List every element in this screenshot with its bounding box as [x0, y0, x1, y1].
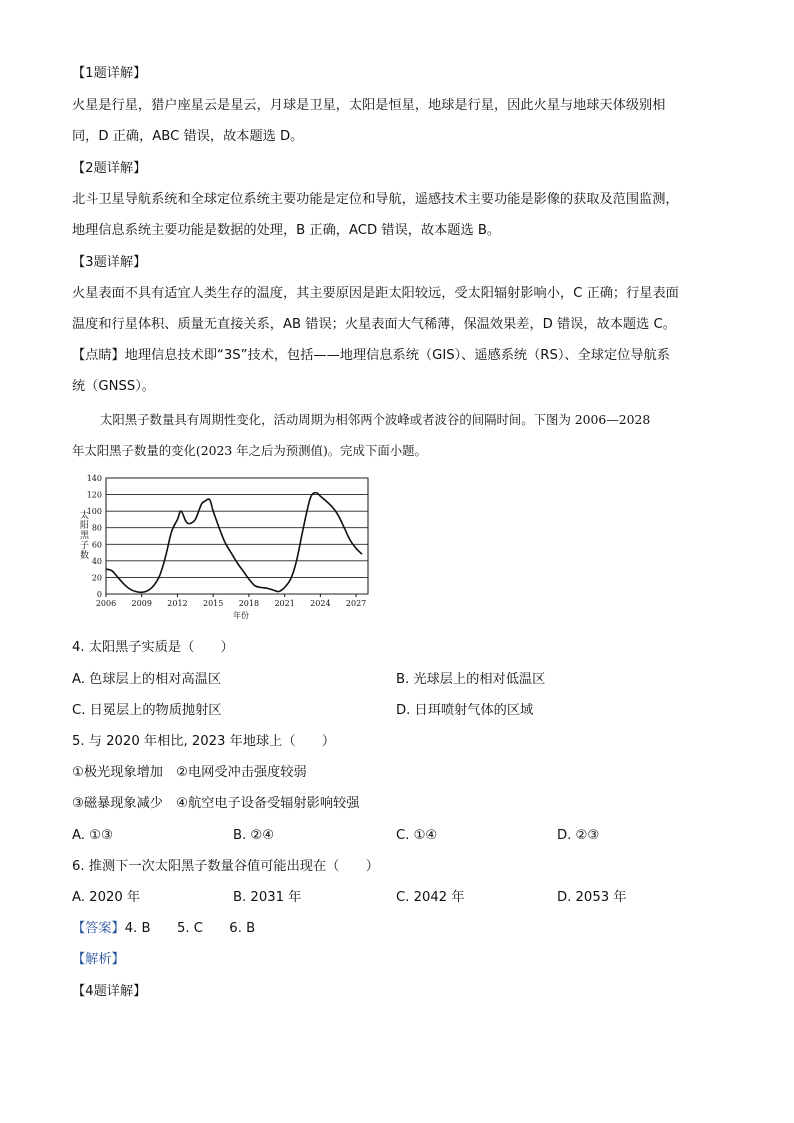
q4-option-d[interactable]: D. 日珥喷射气体的区域: [396, 703, 534, 718]
answer-line: [72, 919, 722, 939]
paragraph-q1-line2: 同，D 正确，ABC 错误，故本题选 D。: [72, 129, 304, 144]
y-tick-label: 140: [86, 474, 102, 483]
q4-option-b[interactable]: B. 光球层上的相对低温区: [396, 672, 546, 687]
q5-option-a[interactable]: A. ①③: [72, 828, 113, 843]
tip-line1: [72, 346, 722, 366]
y-axis-label-char: 阳: [80, 521, 90, 531]
y-axis-label: [80, 509, 90, 561]
q5-statements-1: ①极光现象增加 ②电网受冲击强度较弱: [72, 765, 307, 780]
x-tick-label: 2009: [131, 599, 152, 608]
y-tick-label: 60: [91, 540, 102, 550]
y-tick-label: 120: [86, 490, 102, 500]
intro-line1: 太阳黑子数量具有周期性变化，活动周期为相邻两个波峰或者波谷的间隔时间。下图为 2006—2028: [100, 412, 651, 427]
heading-q1-detail: 【1题详解】: [72, 66, 147, 81]
q6-option-c[interactable]: C. 2042 年: [396, 890, 465, 905]
y-tick-label: 40: [91, 556, 102, 566]
y-tick-label: 80: [91, 523, 102, 533]
x-tick-label: 2024: [310, 599, 331, 608]
q5-statements-2: ③磁暴现象减少 ④航空电子设备受辐射影响较强: [72, 796, 360, 811]
q5-option-d[interactable]: D. ②③: [557, 828, 600, 843]
question-5: 5. 与 2020 年相比, 2023 年地球上（ ）: [72, 734, 336, 749]
analysis-heading: 【解析】: [72, 952, 125, 967]
q6-option-d[interactable]: D. 2053 年: [557, 890, 627, 905]
y-tick-label: 0: [96, 590, 102, 599]
intro-line2: 年太阳黑子数量的变化(2023 年之后为预测值)。完成下面小题。: [72, 443, 427, 458]
question-6: 6. 推测下一次太阳黑子数量谷值可能出现在（ ）: [72, 859, 379, 874]
y-tick-label: 20: [91, 573, 102, 583]
paragraph-q2-line1: 北斗卫星导航系统和全球定位系统主要功能是定位和导航，遥感技术主要功能是影像的获取及范围监测，: [72, 192, 679, 207]
answer-label: 【答案】: [72, 921, 125, 936]
y-tick-label: 100: [86, 507, 102, 517]
x-tick-label: 2021: [274, 599, 295, 608]
sunspot-chart-svg: [72, 472, 376, 624]
heading-q3-detail: 【3题详解】: [72, 255, 147, 270]
paragraph-q2-line2: 地理信息系统主要功能是数据的处理，B 正确，ACD 错误，故本题选 B。: [72, 223, 501, 238]
q6-option-b[interactable]: B. 2031 年: [233, 890, 302, 905]
x-tick-label: 2027: [345, 599, 367, 608]
tip-line2: 统（GNSS）。: [72, 379, 155, 394]
sunspot-chart: [72, 472, 376, 624]
question-4: 4. 太阳黑子实质是（ ）: [72, 640, 234, 655]
answer-text: 4. B 5. C 6. B: [124, 921, 256, 936]
heading-q2-detail: 【2题详解】: [72, 161, 147, 176]
q4-option-a[interactable]: A. 色球层上的相对高温区: [72, 672, 222, 687]
q5-option-c[interactable]: C. ①④: [396, 828, 438, 843]
tip-label: 【点睛】: [72, 348, 125, 363]
y-axis-label-char: 数: [80, 551, 90, 561]
paragraph-q3-line1: 火星表面不具有适宜人类生存的温度，其主要原因是距太阳较远，受太阳辐射影响小，C 正确；行星表面: [72, 286, 679, 301]
q6-option-a[interactable]: A. 2020 年: [72, 890, 141, 905]
x-tick-label: 2012: [167, 599, 188, 608]
x-axis-label: 年份: [233, 611, 249, 620]
y-axis-label-char: 黑: [80, 531, 90, 541]
q5-option-b[interactable]: B. ②④: [233, 828, 275, 843]
y-axis-label-char: 太: [80, 511, 90, 521]
y-axis-label-char: 子: [80, 541, 90, 551]
x-tick-label: 2018: [238, 599, 260, 608]
x-tick-label: 2006: [95, 599, 117, 608]
paragraph-q1-line1: 火星是行星，猎户座星云是星云，月球是卫星，太阳是恒星，地球是行星，因此火星与地球天体级别相: [72, 98, 666, 113]
plot-frame: [106, 478, 368, 594]
q4-option-c[interactable]: C. 日冕层上的物质抛射区: [72, 703, 222, 718]
paragraph-q3-line2: 温度和行星体积、质量无直接关系，AB 错误；火星表面大气稀薄，保温效果差，D 错误，故本题选 C。: [72, 317, 676, 332]
heading-q4-detail: 【4题详解】: [72, 984, 147, 999]
tip-text-a: 地理信息技术即“3S”技术，包括——地理信息系统（GIS）、遥感系统（RS）、全球定位导航系: [124, 348, 670, 363]
x-tick-label: 2015: [203, 599, 224, 608]
